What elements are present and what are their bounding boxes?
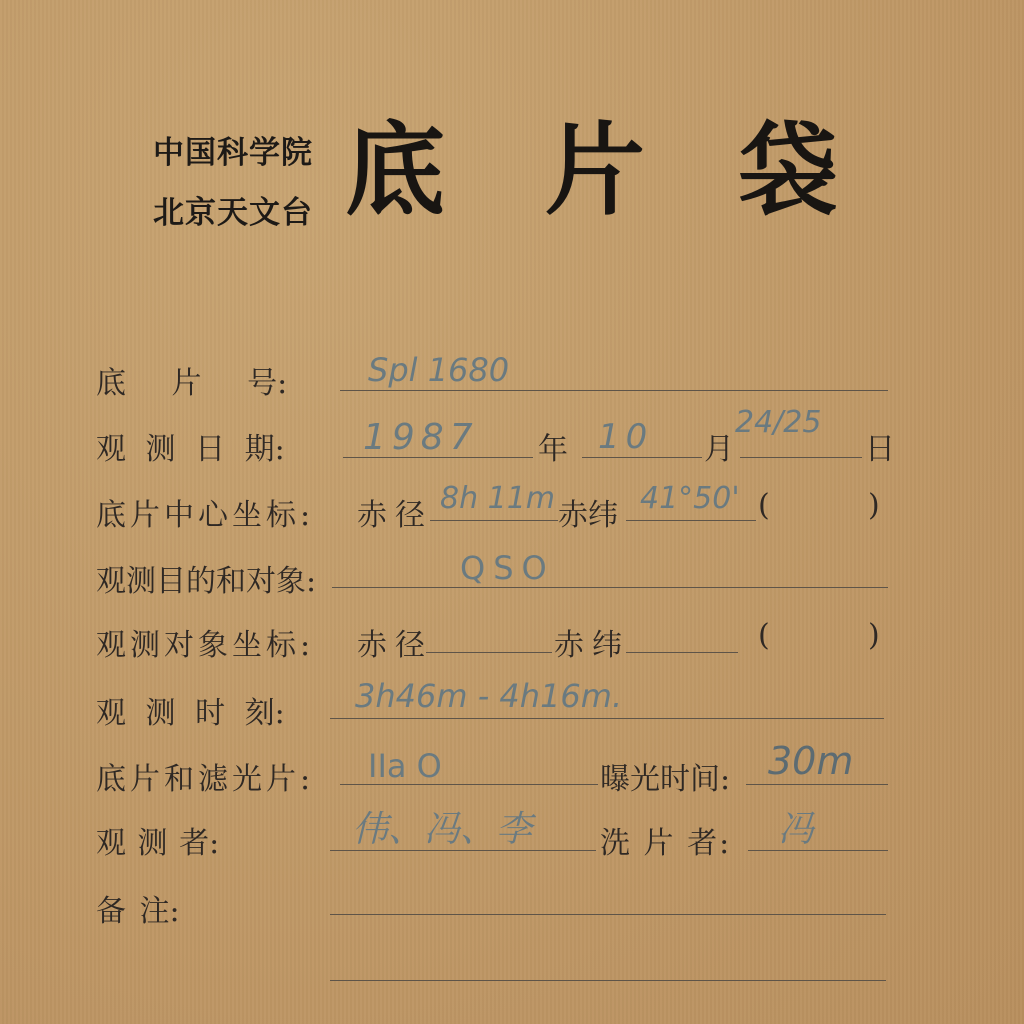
plate-filter-value: IIa O (368, 747, 442, 785)
plate-center-dec-label: 赤纬 (558, 498, 618, 533)
obs-year-value: 1987 (363, 417, 479, 458)
plate-center-paren-open: ( (758, 488, 770, 523)
object-coord-dec-line (626, 652, 738, 653)
object-coord-dec-label: 赤纬 (554, 628, 630, 663)
title-char-1: 底 (345, 111, 445, 229)
object-coord-label: 观测对象坐标: (96, 628, 315, 663)
object-coord-ra-label: 赤径 (357, 628, 433, 663)
exposure-value: 30m (768, 739, 854, 783)
plate-center-ra-label: 赤径 (357, 498, 433, 533)
remarks-line-2 (330, 980, 886, 981)
obs-month-unit: 月 (704, 432, 734, 467)
obs-date-label: 观 测 日 期: (96, 432, 285, 467)
observer-label: 观 测 者: (96, 826, 220, 861)
developer-value: 冯 (778, 809, 815, 850)
developer-label: 洗 片 者: (600, 826, 732, 861)
object-coord-paren-open: ( (758, 618, 770, 653)
purpose-value: QSO (460, 549, 555, 587)
observer-value: 伟、冯、李 (352, 809, 533, 850)
purpose-label: 观测目的和对象: (96, 564, 317, 599)
org-name-line2: 北京天文台 (153, 195, 313, 231)
plate-center-dec-value: 41°50' (640, 481, 740, 516)
developer-line (748, 850, 888, 851)
plate-no-value: Spl 1680 (368, 351, 510, 389)
obs-day-line (740, 457, 862, 458)
plate-filter-label: 底片和滤光片: (96, 762, 315, 797)
object-coord-ra-line (426, 652, 552, 653)
title-char-2: 片 (545, 111, 645, 229)
obs-time-label: 观 测 时 刻: (96, 696, 285, 731)
obs-time-value: 3h46m - 4h16m. (355, 677, 623, 715)
remarks-line-1 (330, 914, 886, 915)
obs-month-line (582, 457, 702, 458)
plate-center-paren-close: ) (868, 488, 880, 523)
obs-month-value: 10 (598, 417, 654, 457)
plate-center-label: 底片中心坐标: (96, 498, 315, 533)
purpose-line (332, 587, 888, 588)
plate-center-ra-line (430, 520, 558, 521)
title-char-3: 袋 (738, 111, 838, 229)
plate-center-ra-value: 8h 11m (440, 481, 556, 516)
exposure-line (746, 784, 888, 785)
plate-center-dec-line (626, 520, 756, 521)
obs-year-unit: 年 (538, 432, 568, 467)
remarks-label: 备 注: (96, 894, 180, 929)
obs-time-line (330, 718, 884, 719)
plate-no-line (340, 390, 888, 391)
obs-day-unit: 日 (865, 432, 895, 467)
org-name-line1: 中国科学院 (153, 135, 313, 171)
observer-line (330, 850, 596, 851)
plate-no-label: 底 片 号: (96, 366, 288, 401)
exposure-label: 曝光时间: (600, 762, 731, 797)
obs-day-value: 24/25 (735, 405, 822, 440)
object-coord-paren-close: ) (868, 618, 880, 653)
